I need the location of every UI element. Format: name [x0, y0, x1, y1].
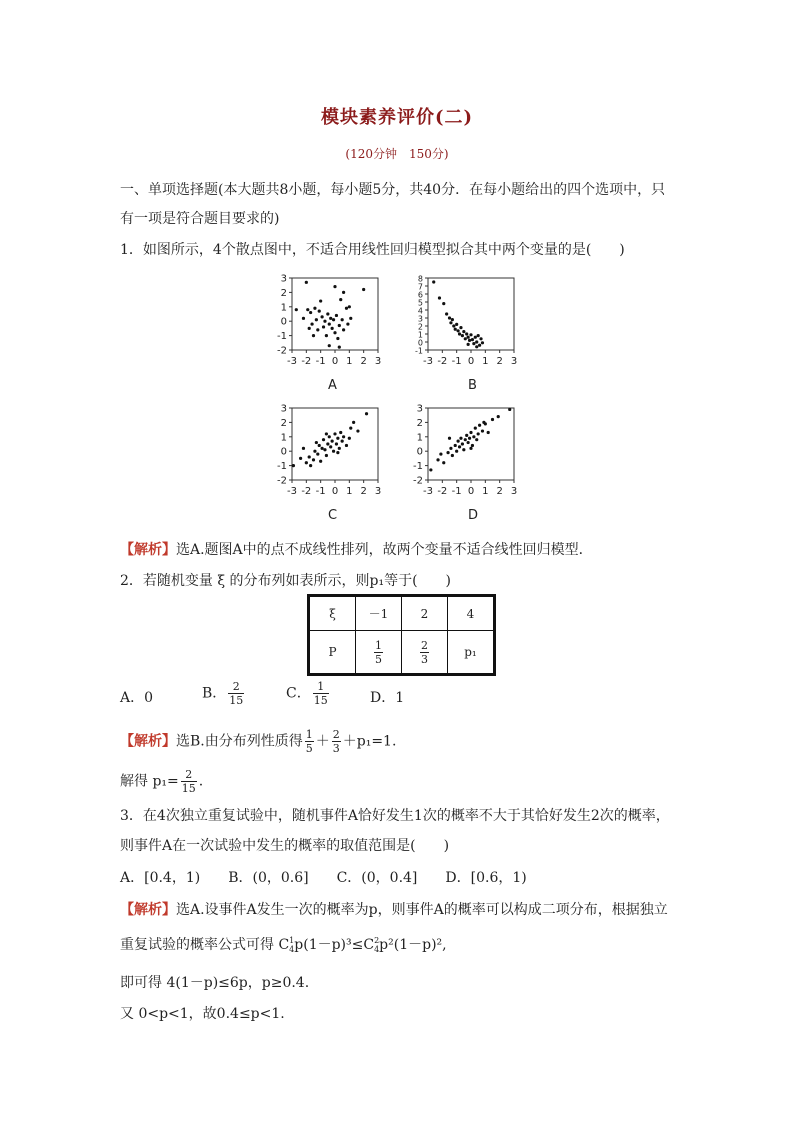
scatter-point [338, 346, 341, 349]
question-3-stem-line1: 3．在4次独立重复试验中，随机事件A恰好发生1次的概率不大于其恰好发生2次的概率， [120, 808, 670, 824]
scatter-point [464, 438, 467, 441]
scatter-point [305, 281, 308, 284]
scatter-point [292, 464, 295, 467]
superscript: 1 [289, 936, 295, 945]
y-tick-label: -1 [413, 461, 423, 473]
question-2-analysis [120, 728, 396, 755]
scatter-point [321, 315, 324, 318]
y-tick-label: 4 [417, 306, 423, 316]
scatter-point [454, 444, 457, 447]
y-tick-label: 2 [417, 322, 423, 332]
scatter-point [472, 435, 475, 438]
scatter-point [313, 307, 316, 310]
scatter-point [474, 336, 477, 339]
fraction [181, 768, 197, 795]
question-3-analysis-line4: 又 0<p<1，故0.4≤p<1. [120, 1006, 285, 1022]
scatter-plot-b [404, 270, 534, 370]
scatter-point [333, 285, 336, 288]
analysis-text: p²(1－p)², [379, 937, 447, 953]
scatter-point [454, 328, 457, 331]
numerator: 2 [228, 680, 244, 694]
scatter-point [316, 328, 319, 331]
page-subtitle: (120分钟 150分) [345, 147, 449, 161]
question-3-analysis-line2 [120, 935, 447, 955]
numerator: 2 [181, 768, 197, 782]
scatter-point [446, 451, 449, 454]
scatter-point [312, 334, 315, 337]
x-tick-label: 0 [467, 486, 475, 497]
table-row [309, 596, 495, 631]
y-tick-label: 7 [417, 282, 423, 292]
x-tick-label: 2 [496, 356, 503, 367]
analysis-tag: 【解析】 [120, 902, 176, 918]
table-row [309, 631, 495, 675]
y-tick-label: 5 [417, 298, 423, 308]
x-tick-label: 1 [482, 356, 489, 367]
scatter-point [332, 318, 335, 321]
y-tick-label: 0 [417, 338, 423, 348]
scatter-point [452, 324, 455, 327]
y-tick-label: 3 [416, 403, 423, 415]
scatter-point [459, 437, 462, 440]
y-tick-label: 6 [417, 290, 423, 300]
analysis-text: ＋p₁=1. [342, 733, 397, 750]
scatter-point [319, 299, 322, 302]
scatter-point [455, 450, 458, 453]
scatter-plot-a [268, 270, 398, 370]
scatter-point [322, 438, 325, 441]
option-label: C． [286, 685, 311, 702]
plus-sign: ＋ [315, 733, 330, 750]
scatter-point [333, 331, 336, 334]
fraction [420, 639, 429, 666]
x-tick-label: -1 [315, 486, 326, 497]
analysis-text: 选A.设事件A发生一次的概率为p，则事件A的概率可以构成二项分布，根据独立 [176, 902, 668, 918]
option-b [202, 680, 246, 707]
scatter-point [457, 329, 460, 332]
scatter-point [329, 317, 332, 320]
x-tick-label: 3 [374, 486, 382, 497]
scatter-point [318, 444, 321, 447]
scatter-point [326, 442, 329, 445]
x-tick-label: 0 [331, 356, 339, 367]
y-tick-label: 3 [280, 403, 287, 415]
scatter-point [457, 440, 460, 443]
plot-frame [292, 278, 378, 350]
scatter-point [315, 318, 318, 321]
y-tick-label: 3 [280, 273, 287, 285]
x-tick-label: -3 [287, 486, 297, 497]
scatter-point [326, 312, 329, 315]
scatter-point [469, 431, 472, 434]
y-tick-label: -1 [415, 346, 423, 356]
fraction [374, 639, 383, 666]
y-tick-label: 0 [280, 316, 287, 328]
scatter-point [332, 450, 335, 453]
option-d: D．1 [370, 690, 405, 706]
denominator: 3 [332, 742, 340, 755]
scatter-point [321, 447, 324, 450]
x-tick-label: 2 [360, 486, 367, 497]
y-tick-label: 1 [280, 432, 287, 444]
scatter-point [308, 455, 311, 458]
scatter-point [449, 447, 452, 450]
scatter-point [429, 468, 432, 471]
x-tick-label: -3 [287, 356, 297, 367]
scatter-point [481, 341, 484, 344]
denominator: 15 [313, 694, 328, 707]
scatter-point [469, 333, 472, 336]
scatter-point [306, 308, 309, 311]
scatter-point [325, 454, 328, 457]
scatter-point [475, 438, 478, 441]
scatter-point [479, 337, 482, 340]
scatter-point [315, 441, 318, 444]
scatter-point [448, 437, 451, 440]
scatter-point [316, 452, 319, 455]
scatter-point [325, 432, 328, 435]
x-tick-label: 3 [510, 356, 518, 367]
scatter-point [467, 336, 470, 339]
analysis-text: 选A.题图A中的点不成线性排列，故两个变量不适合线性回归模型． [176, 542, 593, 558]
scatter-point [318, 310, 321, 313]
numerator: 2 [421, 638, 428, 652]
table-cell [356, 631, 402, 675]
scatter-point [467, 441, 470, 444]
scatter-point [448, 316, 451, 319]
x-tick-label: 3 [510, 486, 518, 497]
superscript: 2 [374, 936, 380, 945]
scatter-point [345, 444, 348, 447]
solution-text: . [198, 773, 204, 790]
scatter-point [352, 421, 355, 424]
y-tick-label: 1 [416, 432, 423, 444]
numerator: 1 [375, 638, 382, 652]
subscript: 4 [374, 945, 380, 954]
scatter-point [445, 312, 448, 315]
scatter-point [299, 457, 302, 460]
scatter-point [336, 437, 339, 440]
scatter-point [461, 442, 464, 445]
x-tick-label: 1 [346, 356, 353, 367]
y-tick-label: -2 [277, 475, 287, 487]
x-tick-label: 2 [360, 356, 367, 367]
question-3-analysis-line3: 即可得 4(1－p)≤6p，p≥0.4. [120, 975, 310, 991]
question-2-stem: 2．若随机变量 ξ 的分布列如表所示，则p₁等于( ) [120, 573, 452, 589]
scatter-point [345, 307, 348, 310]
scatter-plot-a-label: A [328, 378, 337, 393]
denominator: 3 [421, 652, 428, 666]
scatter-point [508, 408, 511, 411]
y-tick-label: 2 [416, 417, 423, 429]
scatter-point [451, 454, 454, 457]
scatter-point [497, 415, 500, 418]
scatter-point [471, 338, 474, 341]
scatter-point [469, 447, 472, 450]
scatter-point [459, 326, 462, 329]
scatter-point [328, 435, 331, 438]
question-3-options: A．[0.4，1) B．(0，0.6] C．(0，0.4] D．[0.6，1) [120, 870, 527, 886]
y-tick-label: -1 [277, 461, 287, 473]
scatter-point [342, 328, 345, 331]
scatter-point [329, 445, 332, 448]
scatter-point [339, 431, 342, 434]
denominator: 15 [229, 694, 244, 707]
scatter-point [328, 322, 331, 325]
scatter-point [449, 321, 452, 324]
solution-text: 解得 p₁= [120, 773, 179, 790]
x-tick-label: -2 [437, 356, 448, 367]
scatter-point [482, 421, 485, 424]
question-3-analysis-line1 [120, 900, 668, 920]
plot-frame [428, 408, 514, 480]
scatter-point [465, 332, 468, 335]
scatter-point [342, 291, 345, 294]
scatter-point [475, 345, 478, 348]
subscript: 4 [289, 945, 295, 954]
scatter-point [475, 340, 478, 343]
scatter-point [312, 458, 315, 461]
scatter-point [461, 334, 464, 337]
x-tick-label: -1 [451, 356, 462, 367]
scatter-point [464, 337, 467, 340]
x-tick-label: -2 [301, 486, 312, 497]
y-tick-label: 1 [280, 302, 287, 314]
x-tick-label: 0 [467, 356, 475, 367]
scatter-point [342, 435, 345, 438]
x-tick-label: -1 [315, 356, 326, 367]
scatter-point [362, 288, 365, 291]
scatter-point [491, 418, 494, 421]
scatter-point [472, 342, 475, 345]
y-tick-label: 3 [417, 314, 423, 324]
option-label: B． [202, 685, 227, 702]
x-tick-label: 1 [346, 486, 353, 497]
scatter-point [338, 324, 341, 327]
table-cell: 2 [402, 596, 448, 631]
scatter-point [305, 461, 308, 464]
section-heading-line2: 有一项是符合题目要求的) [120, 211, 280, 227]
option-a: A．0 [120, 690, 154, 706]
y-tick-label: 0 [280, 446, 287, 458]
option-c [286, 680, 331, 707]
question-1-stem: 1．如图所示，4个散点图中，不适合用线性回归模型拟合其中两个变量的是( ) [120, 242, 625, 258]
fraction [305, 728, 314, 755]
scatter-point [442, 461, 445, 464]
scatter-point [474, 427, 477, 430]
scatter-point [302, 317, 305, 320]
scatter-point [308, 327, 311, 330]
x-tick-label: -2 [301, 356, 312, 367]
scatter-point [338, 447, 341, 450]
scatter-point [319, 460, 322, 463]
scatter-point [481, 429, 484, 432]
scatter-point [313, 450, 316, 453]
table-cell: 4 [448, 596, 495, 631]
y-tick-label: 2 [280, 417, 287, 429]
scatter-point [336, 337, 339, 340]
x-tick-label: 0 [331, 486, 339, 497]
scatter-point [356, 429, 359, 432]
scatter-point [331, 327, 334, 330]
scatter-point [442, 302, 445, 305]
scatter-point [325, 334, 328, 337]
numerator: 1 [313, 680, 329, 694]
y-tick-label: -2 [277, 345, 287, 357]
x-tick-label: -2 [437, 486, 448, 497]
scatter-point [341, 318, 344, 321]
scatter-point [467, 343, 470, 346]
scatter-point [465, 434, 468, 437]
x-tick-label: -1 [451, 486, 462, 497]
scatter-point [438, 296, 441, 299]
scatter-point [322, 325, 325, 328]
scatter-point [335, 314, 338, 317]
y-tick-label: 0 [416, 446, 423, 458]
scatter-point [309, 464, 312, 467]
scatter-point [455, 323, 458, 326]
scatter-point [333, 432, 336, 435]
scatter-point [365, 412, 368, 415]
scatter-point [468, 339, 471, 342]
table-cell: p₁ [448, 631, 495, 675]
denominator: 5 [375, 652, 382, 666]
scatter-point [341, 440, 344, 443]
scatter-point [310, 322, 313, 325]
y-tick-label: 2 [280, 287, 287, 299]
distribution-table [307, 594, 496, 676]
scatter-point [478, 424, 481, 427]
scatter-plot-b-label: B [468, 378, 477, 393]
scatter-point [323, 448, 326, 451]
y-tick-label: -1 [277, 331, 287, 343]
x-tick-label: 1 [482, 486, 489, 497]
analysis-text: 选B.由分布列性质得 [176, 733, 303, 750]
x-tick-label: -3 [423, 486, 433, 497]
scatter-point [462, 448, 465, 451]
scatter-point [323, 320, 326, 323]
table-cell: －1 [356, 596, 402, 631]
section-heading-line1: 一、单项选择题(本大题共8小题，每小题5分，共40分．在每小题给出的四个选项中，只 [120, 182, 666, 198]
denominator: 15 [181, 782, 196, 795]
x-tick-label: -3 [423, 356, 433, 367]
scatter-point [331, 440, 334, 443]
fraction [228, 680, 244, 707]
scatter-point [295, 308, 298, 311]
question-3-stem-line2: 则事件A在一次试验中发生的概率的取值范围是( ) [120, 838, 450, 854]
scatter-point [432, 280, 435, 283]
scatter-point [309, 311, 312, 314]
scatter-point [439, 452, 442, 455]
x-tick-label: 2 [496, 486, 503, 497]
scatter-point [478, 344, 481, 347]
y-tick-label: 1 [417, 330, 423, 340]
fraction [313, 680, 329, 707]
numerator: 1 [305, 728, 313, 741]
scatter-point [349, 317, 352, 320]
scatter-point [458, 445, 461, 448]
table-cell: P [309, 631, 356, 675]
scatter-point [336, 451, 339, 454]
denominator: 5 [305, 742, 313, 755]
scatter-point [349, 427, 352, 430]
scatter-plot-d-label: D [468, 508, 479, 523]
scatter-point [451, 318, 454, 321]
scatter-point [458, 332, 461, 335]
scatter-point [468, 437, 471, 440]
scatter-point [477, 432, 480, 435]
scatter-point [302, 447, 305, 450]
fraction [332, 728, 341, 755]
scatter-point [462, 330, 465, 333]
scatter-plot-d [404, 400, 534, 500]
scatter-point [328, 344, 331, 347]
scatter-point [477, 334, 480, 337]
y-tick-label: 8 [417, 274, 423, 284]
page-title: 模块素养评价(二) [320, 107, 474, 128]
scatter-point [436, 458, 439, 461]
analysis-text: 重复试验的概率公式可得 C [120, 937, 290, 953]
scatter-point [335, 442, 338, 445]
scatter-point [348, 305, 351, 308]
y-tick-label: -2 [413, 475, 423, 487]
analysis-tag: 【解析】 [120, 733, 176, 750]
scatter-point [339, 298, 342, 301]
table-cell [402, 631, 448, 675]
scatter-plot-c-label: C [328, 508, 338, 523]
scatter-point [348, 437, 351, 440]
analysis-text: p(1－p)³≤C [294, 937, 375, 953]
scatter-point [487, 431, 490, 434]
table-cell: ξ [309, 596, 356, 631]
question-2-solution [120, 768, 203, 795]
numerator: 2 [332, 728, 340, 741]
analysis-tag: 【解析】 [120, 542, 176, 558]
scatter-point [346, 322, 349, 325]
question-1-analysis [120, 540, 593, 560]
scatter-point [471, 444, 474, 447]
x-tick-label: 3 [374, 356, 382, 367]
scatter-plot-c [268, 400, 398, 500]
